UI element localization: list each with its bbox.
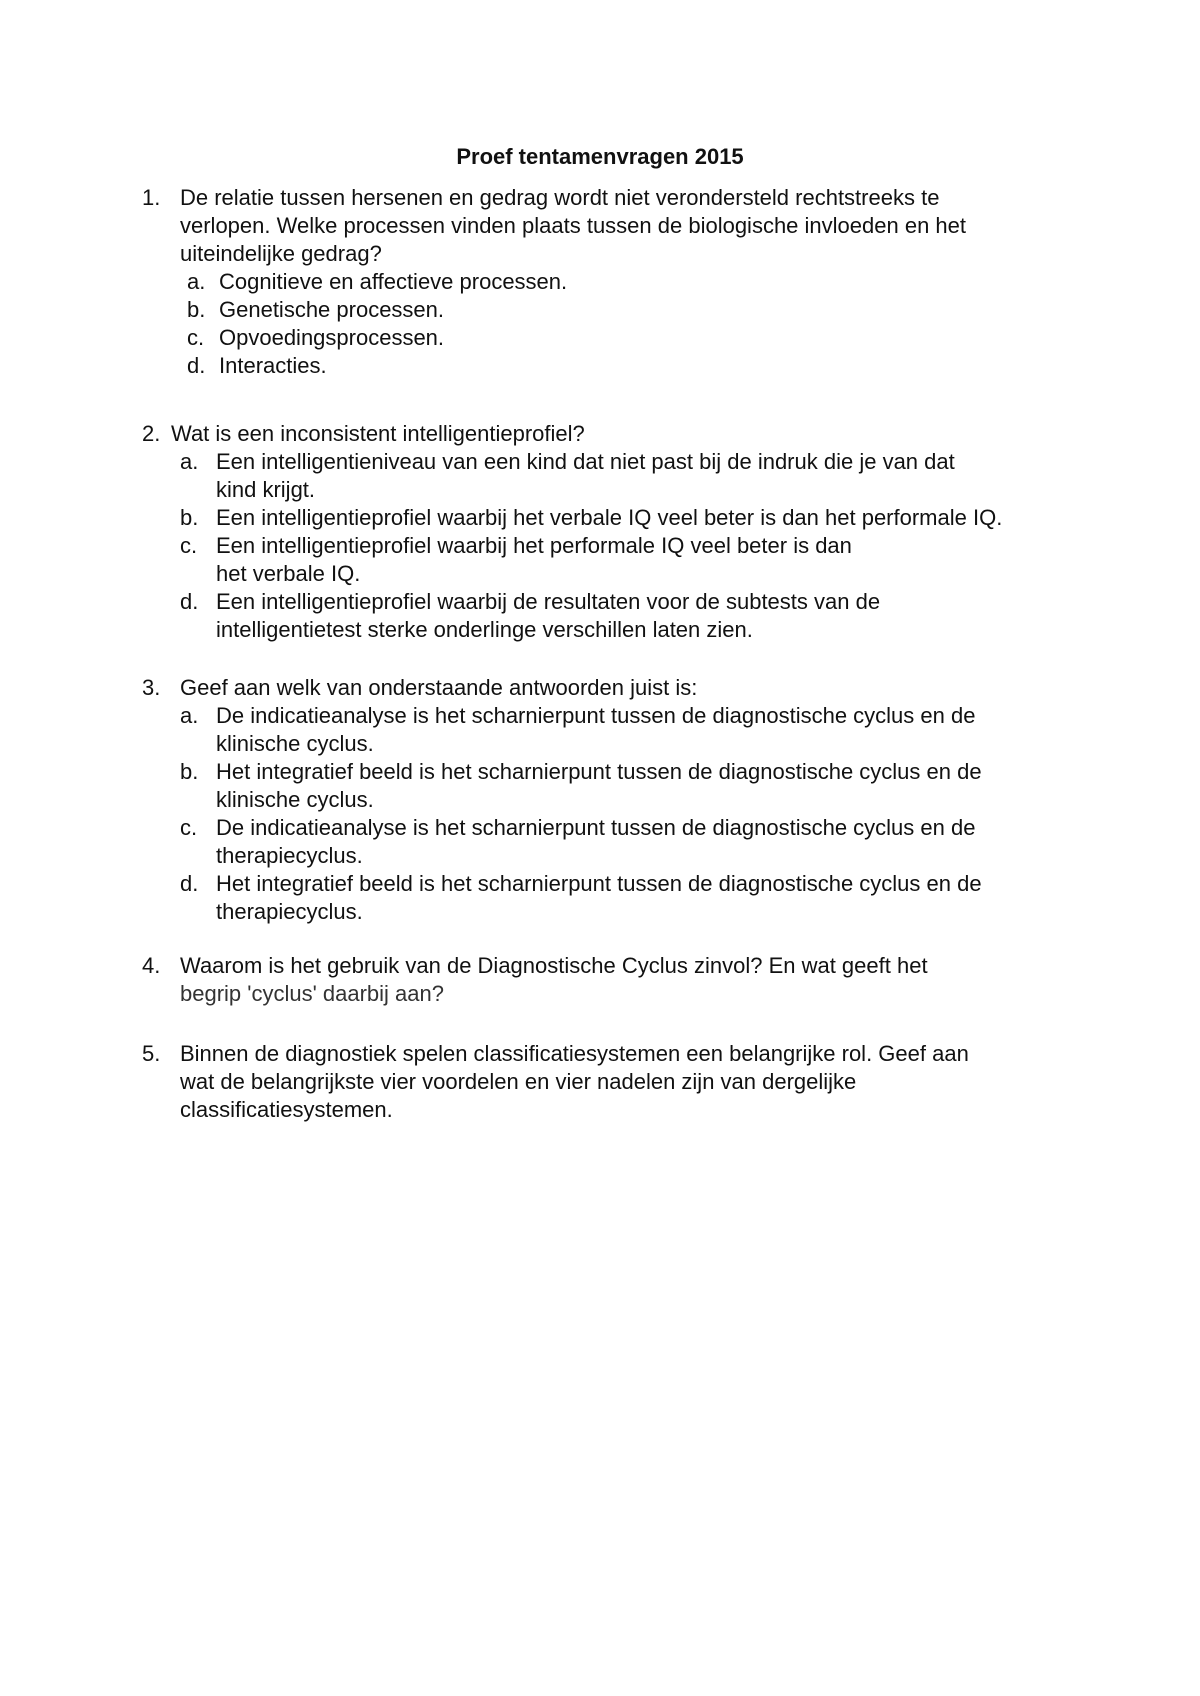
option-text: intelligentietest sterke onderlinge verschillen laten zien. <box>216 617 753 642</box>
question-text <box>180 952 928 1008</box>
question-text-line: Waarom is het gebruik van de Diagnostische Cyclus zinvol? En wat geeft het <box>180 953 928 978</box>
question-text-line: begrip 'cyclus' daarbij aan? <box>180 981 444 1006</box>
option-text: Een intelligentieprofiel waarbij het performale IQ veel beter is dan <box>216 533 852 558</box>
question-text <box>180 674 697 702</box>
option-letter: a. <box>180 703 199 728</box>
option-letter: c. <box>187 325 205 350</box>
option-text: Opvoedingsprocessen. <box>219 325 445 350</box>
question-number: 1. <box>142 185 161 210</box>
question-text-line: Geef aan welk van onderstaande antwoorden juist is: <box>180 675 698 700</box>
option-text: klinische cyclus. <box>216 787 374 812</box>
option-letter: c. <box>180 533 198 558</box>
option-text: Cognitieve en affectieve processen. <box>219 269 568 294</box>
option-text: Het integratief beeld is het scharnierpunt tussen de diagnostische cyclus en de <box>216 871 982 896</box>
option-text: therapiecyclus. <box>216 843 363 868</box>
question-text-line: verlopen. Welke processen vinden plaats tussen de biologische invloeden en het <box>180 213 966 238</box>
question-text-line: Wat is een inconsistent intelligentieprofiel? <box>171 421 585 446</box>
question-number: 3. <box>142 675 161 700</box>
question-number: 5. <box>142 1041 161 1066</box>
question-text-line: De relatie tussen hersenen en gedrag wordt niet verondersteld rechtstreeks te <box>180 185 940 210</box>
question-text <box>180 1040 969 1124</box>
option-text: Een intelligentieprofiel waarbij de resultaten voor de subtests van de <box>216 589 881 614</box>
option-letter: a. <box>180 449 199 474</box>
option-letter: b. <box>180 759 199 784</box>
option-text: Het integratief beeld is het scharnierpunt tussen de diagnostische cyclus en de <box>216 759 982 784</box>
question-text-line: wat de belangrijkste vier voordelen en vier nadelen zijn van dergelijke <box>180 1069 857 1094</box>
question-text-line: Binnen de diagnostiek spelen classificatiesystemen een belangrijke rol. Geef aan <box>180 1041 969 1066</box>
option-text: Een intelligentieprofiel waarbij het verbale IQ veel beter is dan het performale IQ. <box>216 505 1003 530</box>
option-text: Interacties. <box>219 353 327 378</box>
document-title: Proef tentamenvragen 2015 <box>456 144 744 169</box>
option-letter: a. <box>187 269 206 294</box>
option-letter: d. <box>180 871 199 896</box>
question-text-line: uiteindelijke gedrag? <box>180 241 382 266</box>
option-text: Een intelligentieniveau van een kind dat niet past bij de indruk die je van dat <box>216 449 955 474</box>
option-text: klinische cyclus. <box>216 731 374 756</box>
question-number: 4. <box>142 953 161 978</box>
option-letter: b. <box>187 297 206 322</box>
option-letter: d. <box>180 589 199 614</box>
option-text: therapiecyclus. <box>216 899 363 924</box>
option-letter: b. <box>180 505 199 530</box>
option-text: De indicatieanalyse is het scharnierpunt tussen de diagnostische cyclus en de <box>216 703 976 728</box>
question-number: 2. <box>142 421 161 446</box>
option-text: De indicatieanalyse is het scharnierpunt tussen de diagnostische cyclus en de <box>216 815 976 840</box>
option-text: kind krijgt. <box>216 477 316 502</box>
option-letter: d. <box>187 353 206 378</box>
question-text <box>171 420 585 448</box>
question-text <box>180 184 966 268</box>
option-letter: c. <box>180 815 198 840</box>
option-text: het verbale IQ. <box>216 561 361 586</box>
option-text: Genetische processen. <box>219 297 445 322</box>
question-text-line: classificatiesystemen. <box>180 1097 393 1122</box>
